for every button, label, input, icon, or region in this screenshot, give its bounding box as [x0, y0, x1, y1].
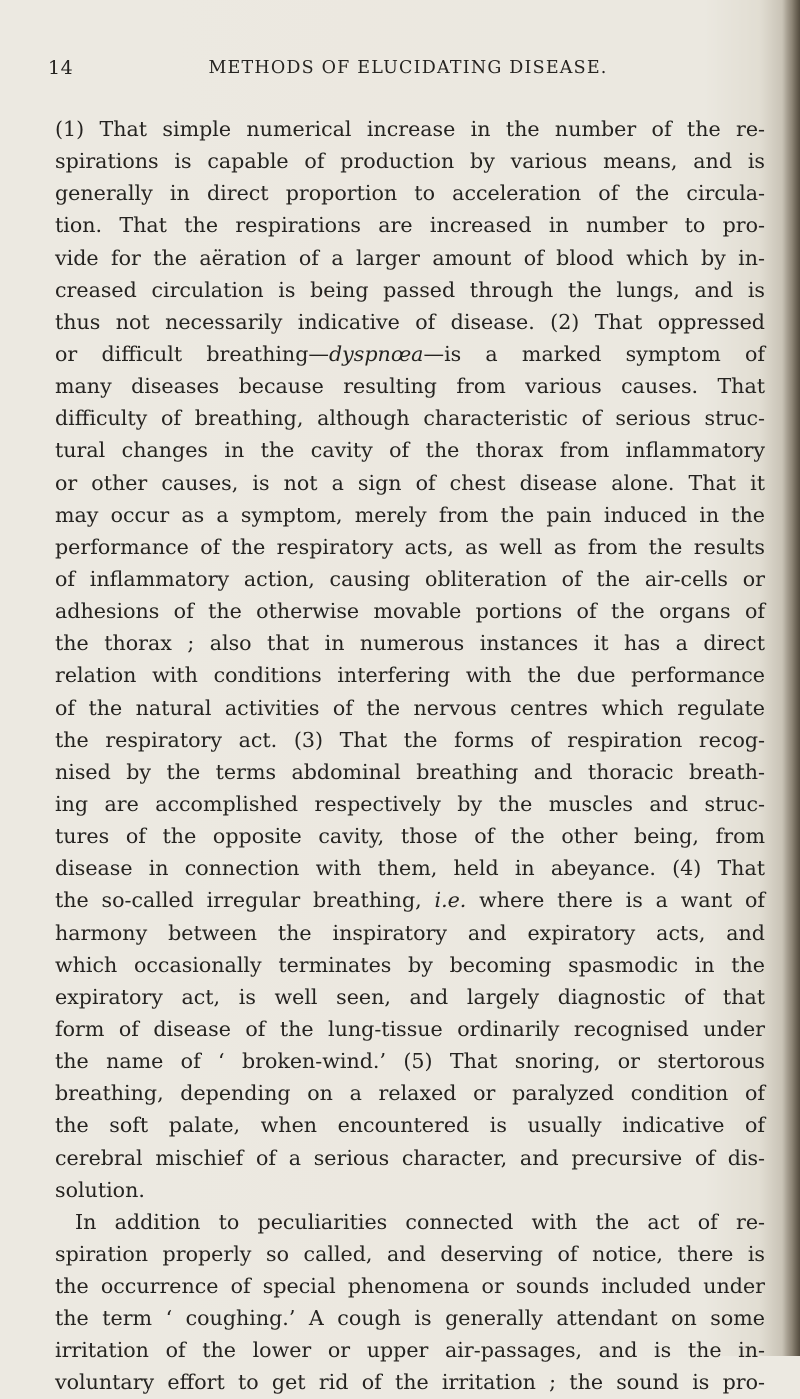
text-line [55, 756, 765, 788]
text-line [55, 1174, 765, 1206]
text-line [55, 499, 765, 531]
text-line [55, 949, 765, 981]
text-segment: ing are accomplished respectively by the muscles and struc- [55, 791, 765, 816]
text-segment: the name of ‘ broken-wind.’ (5) That snoring, or stertorous [55, 1049, 765, 1074]
text-segment: tural changes in the cavity of the thorax from inflammatory [55, 438, 765, 463]
text-segment: generally in direct proportion to acceleration of the circula- [55, 181, 765, 206]
text-line [55, 1238, 765, 1270]
text-segment: the term ‘ coughing.’ A cough is generally attendant on some [55, 1306, 765, 1331]
text-segment: the respiratory act. (3) That the forms of respiration recog- [55, 727, 765, 752]
text-segment: creased circulation is being passed through the lungs, and is [55, 277, 765, 302]
text-segment: which occasionally terminates by becoming spasmodic in the [55, 952, 765, 977]
text-segment: cerebral mischief of a serious character, and precursive of dis- [55, 1145, 765, 1170]
text-line [55, 274, 765, 306]
text-line [55, 209, 765, 241]
text-line [55, 531, 765, 563]
text-segment: the thorax ; also that in numerous instances it has a direct [55, 631, 765, 656]
text-segment: spiration properly so called, and deserving of notice, there is [55, 1241, 765, 1266]
text-segment: of inflammatory action, causing obliteration of the air-cells or [55, 566, 765, 591]
text-line [55, 595, 765, 627]
text-segment: or other causes, is not a sign of chest disease alone. That it [55, 470, 765, 495]
text-line [55, 177, 765, 209]
text-line [55, 724, 765, 756]
running-head: METHODS OF ELUCIDATING DISEASE. [208, 58, 608, 78]
text-segment: —is a marked symptom of [423, 341, 765, 366]
text-line [55, 981, 765, 1013]
text-line [55, 370, 765, 402]
italic-term: i.e. [434, 888, 467, 913]
text-segment: In addition to peculiarities connected with the act of re- [75, 1209, 765, 1234]
text-segment: where there is a want of [466, 888, 765, 913]
text-line [55, 788, 765, 820]
body-text [55, 113, 765, 1395]
text-line [55, 1206, 765, 1238]
text-line [55, 1045, 765, 1077]
text-line [55, 113, 765, 145]
italic-term: dyspnœa [328, 341, 424, 366]
text-line [55, 338, 765, 370]
page-binding-edge [782, 0, 800, 1356]
text-segment: the occurrence of special phenomena or sounds included under [55, 1274, 765, 1299]
text-segment: of the natural activities of the nervous centres which regulate [55, 695, 765, 720]
text-line [55, 1142, 765, 1174]
text-segment: form of disease of the lung-tissue ordinarily recognised under [55, 1016, 765, 1041]
text-line [55, 917, 765, 949]
text-line [55, 884, 765, 916]
page-header [48, 54, 748, 82]
text-line [55, 434, 765, 466]
text-segment: performance of the respiratory acts, as well as from the results [55, 534, 765, 559]
text-line [55, 1334, 765, 1366]
text-line [55, 402, 765, 434]
text-segment: tion. That the respirations are increased in number to pro- [55, 213, 765, 238]
text-segment: solution. [55, 1177, 145, 1202]
text-line [55, 563, 765, 595]
text-line [55, 467, 765, 499]
text-segment: (1) That simple numerical increase in the number of the re- [55, 117, 765, 141]
text-line [55, 145, 765, 177]
text-line [55, 820, 765, 852]
text-line [55, 306, 765, 338]
text-line [55, 1077, 765, 1109]
text-segment: nised by the terms abdominal breathing and thoracic breath- [55, 759, 765, 784]
text-line [55, 1302, 765, 1334]
text-line [55, 1270, 765, 1302]
text-segment: adhesions of the otherwise movable portions of the organs of [55, 599, 765, 624]
text-segment: tures of the opposite cavity, those of the other being, from [55, 824, 765, 849]
text-segment: relation with conditions interfering with the due performance [55, 663, 765, 688]
text-line [55, 1109, 765, 1141]
text-segment: harmony between the inspiratory and expiratory acts, and [55, 920, 765, 945]
text-segment: breathing, depending on a relaxed or paralyzed condition of [55, 1081, 765, 1106]
text-segment: expiratory act, is well seen, and largely diagnostic of that [55, 984, 765, 1009]
text-segment: spirations is capable of production by various means, and is [55, 149, 765, 174]
text-segment: many diseases because resulting from various causes. That [55, 374, 765, 399]
text-line [55, 692, 765, 724]
text-line [55, 659, 765, 691]
text-line [55, 627, 765, 659]
text-segment: may occur as a symptom, merely from the pain induced in the [55, 502, 765, 527]
text-segment: the soft palate, when encountered is usually indicative of [55, 1113, 765, 1138]
text-line [55, 852, 765, 884]
text-line [55, 1366, 765, 1398]
text-segment: irritation of the lower or upper air-passages, and is the in- [55, 1338, 765, 1363]
text-segment: disease in connection with them, held in abeyance. (4) That [55, 856, 765, 881]
page-number: 14 [48, 57, 74, 79]
text-segment: voluntary effort to get rid of the irritation ; the sound is pro- [55, 1370, 765, 1395]
text-line [55, 1013, 765, 1045]
text-segment: difficulty of breathing, although characteristic of serious struc- [55, 406, 765, 431]
text-segment: vide for the aëration of a larger amount of blood which by in- [55, 245, 765, 270]
text-segment: the so-called irregular breathing, [55, 888, 435, 913]
text-segment: thus not necessarily indicative of disease. (2) That oppressed [55, 309, 765, 334]
text-segment: or difficult breathing— [55, 341, 329, 366]
text-line [55, 242, 765, 274]
